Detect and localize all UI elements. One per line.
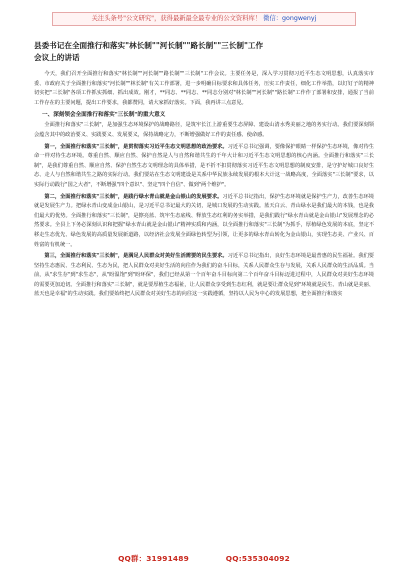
point-2-lead: 第二，全面推行和落实"三长制"，是践行绿水青山就是金山银山的发展要求。 bbox=[44, 193, 223, 200]
document-body bbox=[34, 40, 374, 302]
section-1-paragraph-2 bbox=[34, 143, 374, 191]
wechat-link[interactable]: 微信：gongwenyj bbox=[263, 15, 317, 22]
contact-footer bbox=[0, 553, 408, 564]
title-line-1: 县委书记在全面推行和落实"林长制""河长制""路长制""三长制"工作 bbox=[34, 41, 264, 50]
point-1-text: 习近平总书记强调，要像保护眼睛一样保护生态环境，像对待生命一样对待生态环境。尊重自然、顺应自然、保护自然是人与自然和谐共生的千年大计和习近平生态文明思想的核心内涵。全面推行和落实"三长制"，是我们尊重自然、顺应自然、保护自然生态文明理念的具体举措，是不折不扣贯彻落实习近平生态文明思想的制度安排，是守护好城口良好生态、走人与自然和谐共生之路的实际行动。我们要站在生态文明建设是关系中华民族永续发展的根本大计这一战略高度，全面落实"三长制"要求，以实际行动践行"国之大者"，不断增强"四个意识"、坚定"四个自信"、做到"两个维护"。 bbox=[34, 143, 374, 188]
intro-paragraph: 今天，我们召开全面推行和落实"林长制""河长制""路长制""三长制"工作会议。主要任务是，深入学习贯彻习近平生态文明思想，认真落实市委、市政府关于全面推行和落实"河长制""林长制"有关工作部署，进一步明确目标要求和具体任务，压实工作责任，细化工作举措，以钉钉子的精神切实把"三长制"各项工作抓实抓细、抓出成效。刚才，**同志、**同志、**同志分别对"林长制""河长制""路长制"工作作了部署和安排，通报了当前工作存在的主要问题，提出工作要求，我都赞同，请大家抓好落实。下面，我再讲三点意见。 bbox=[34, 71, 374, 106]
promo-banner-text: 关注头条号"公文研究"，获得最新最全最专业的公文资料库！ bbox=[91, 15, 262, 22]
section-1-paragraph-4 bbox=[34, 252, 374, 300]
point-1-lead: 第一，全面推行和落实"三长制"，是贯彻落实习近平生态文明思想的政治要求。 bbox=[44, 143, 228, 150]
qq-group-number: QQ群：31991489 bbox=[118, 554, 189, 563]
section-1-paragraph-1: 全面推行和落实"三长制"，是加强生态环境保护的战略路径，是筑牢长江上游重要生态屏障、建设山清水秀美丽之地的务实行动。我们要深刻领会蕴含其中的政治要义、实践要义、发展要义，保持战略定力，不断增强做好工作的责任感、使命感。 bbox=[34, 122, 374, 138]
promo-banner bbox=[52, 12, 356, 26]
section-1-heading: 一、深刻领会全面推行和落实"三长制"的重大意义 bbox=[42, 112, 166, 119]
document-title bbox=[34, 40, 374, 64]
title-line-2: 会议上的讲话 bbox=[34, 53, 80, 62]
point-3-lead: 第三，全面推行和落实"三长制"，是满足人民群众对美好生活需要的民生要求。 bbox=[44, 253, 228, 260]
section-1-paragraph-3 bbox=[34, 193, 374, 251]
point-3-text: 习近平总书记指出，良好生态环境是最普惠的民生福祉。我们要坚持生态惠民、生态利民、生态为民，把人民群众对美好生活的向往作为我们的奋斗目标，关系人民群众生存与发展，关系人民群众的生活品质。当前，从"求生存"到"求生态"，从"盼温饱"到"盼环保"，我们已经从第一个百年奋斗目标向第二个百年奋斗目标迈进过程中，人民群众对美好生态环境的需要更加迫切。全面推行和落实"三长制"，就是要厚植生态福祉，让人民群众享受到生态红利，就是要让群众见到"环境就是民生、青山就是美丽、蓝天也是幸福"的生动实践。我们要始终把人民群众对美好生态的向往这一实践遵循，坚持以人民为中心的发展思想，把全面推行和落实 bbox=[34, 253, 374, 298]
point-2-text: 习近平总书记指出，保护生态环境就是保护生产力，改善生态环境就是发展生产力。把绿水青山变成金山银山，是习近平总书记最大的关切，是城口发展的生动实践。蓝天白云、青山绿水是我们最大的本钱，也是我们最大的优势。全面推行和落实"三长制"，是擦亮蓝、筑牢生态底线、释放生态红利的务实举措，是我们践行"绿水青山就是金山银山"发展理念的必然要求。全县上下务必深刻认识和把握"绿水青山就是金山银山"精神实质和内涵，以全面推行和落实"三长制"为抓手，厚植绿色发展的本底，坚定不移走生态优先、绿色发展的高质量发展新道路，以经济社会发展全面绿色转型为引领，让更多的绿水青山转化为金山银山，实现生态美、产业兴、百姓富的有机统一。 bbox=[34, 193, 374, 248]
qq-number: QQ:535304092 bbox=[225, 554, 290, 563]
